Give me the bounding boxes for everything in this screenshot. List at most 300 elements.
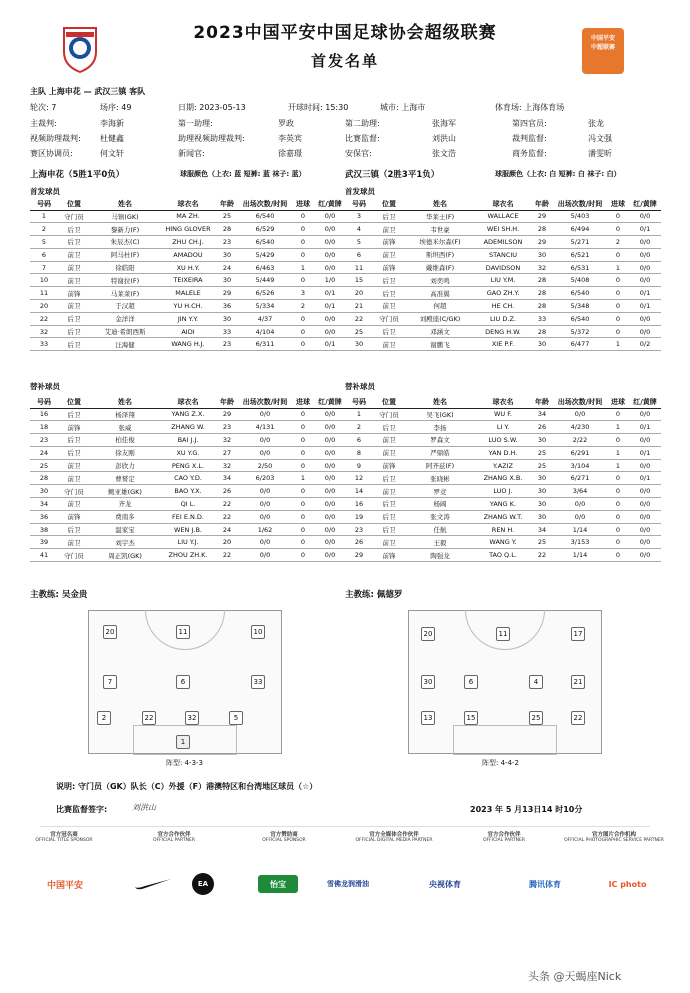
table-cell: HE CH. — [475, 300, 531, 313]
table-cell: 23 — [345, 523, 373, 536]
sponsor-category-title: 官方合作伙伴 — [157, 832, 191, 838]
table-cell: LI Y. — [475, 421, 531, 434]
column-header: 进球 — [292, 199, 314, 210]
table-cell: 0/0 — [314, 325, 346, 338]
table-cell: 黎新力(F) — [90, 223, 160, 236]
table-cell: 6/291 — [553, 446, 607, 459]
table-cell: 29 — [216, 408, 238, 421]
column-header: 球衣名 — [160, 397, 216, 408]
table-cell: 14 — [345, 485, 373, 498]
player-jersey: 11 — [176, 625, 190, 639]
sponsor-pingan-text: 中国平安 — [46, 880, 83, 891]
table-cell: 0/0 — [238, 446, 292, 459]
column-header: 位置 — [58, 397, 90, 408]
table-cell: 0/0 — [314, 536, 346, 549]
table-row — [345, 287, 661, 300]
table-row — [30, 510, 346, 523]
table-cell: 后卫 — [58, 446, 90, 459]
column-header: 号码 — [30, 397, 58, 408]
table-cell: 7 — [30, 261, 58, 274]
table-cell: 后卫 — [373, 498, 405, 511]
table-cell: 0/0 — [629, 434, 661, 447]
player-jersey: 6 — [176, 675, 190, 689]
away-coach-label: 主教练: — [345, 590, 374, 600]
table-cell: LIU Y.M. — [475, 274, 531, 287]
table-cell: 22 — [216, 498, 238, 511]
table-row — [345, 472, 661, 485]
player-jersey: 21 — [571, 675, 585, 689]
official-name: 张文浩 — [432, 149, 456, 158]
away-formation-pitch — [408, 610, 602, 754]
table-cell: 24 — [216, 261, 238, 274]
table-cell: BAO Y.X. — [160, 485, 216, 498]
table-cell: 5/429 — [238, 248, 292, 261]
sponsor-cctv — [410, 872, 480, 896]
sponsor-category — [564, 832, 664, 844]
table-cell: XU Y.G. — [160, 446, 216, 459]
column-header: 姓名 — [90, 199, 160, 210]
table-cell: 邓涵文 — [405, 325, 475, 338]
table-row — [345, 261, 661, 274]
column-header: 位置 — [373, 199, 405, 210]
column-header: 年龄 — [216, 199, 238, 210]
table-cell: 25 — [345, 325, 373, 338]
table-cell: 0/1 — [629, 421, 661, 434]
table-cell: 0/0 — [629, 408, 661, 421]
table-cell: 0 — [292, 408, 314, 421]
table-row — [30, 338, 346, 351]
table-cell: 徐友刚 — [90, 446, 160, 459]
table-cell: 0 — [292, 338, 314, 351]
table-cell: 守门员 — [58, 549, 90, 562]
official-role: 裁判监督: — [512, 134, 547, 143]
table-cell: 周正凯(GK) — [90, 549, 160, 562]
table-cell: 费南多 — [90, 510, 160, 523]
table-row — [30, 549, 346, 562]
table-cell: CAO Y.D. — [160, 472, 216, 485]
player-jersey: 15 — [464, 711, 478, 725]
table-cell: 22 — [216, 510, 238, 523]
table-cell: 29 — [345, 549, 373, 562]
table-cell: 曹赟定 — [90, 472, 160, 485]
table-cell: 何超 — [405, 300, 475, 313]
table-cell: 前锋 — [58, 287, 90, 300]
player-jersey: 22 — [571, 711, 585, 725]
home-starters-table — [30, 199, 346, 351]
official-role: 比赛监督: — [345, 134, 380, 143]
table-cell: LIU Y.J. — [160, 536, 216, 549]
table-cell: 0/0 — [314, 261, 346, 274]
table-cell: 后卫 — [373, 210, 405, 223]
home-coach — [30, 588, 87, 600]
table-cell: 0/0 — [553, 498, 607, 511]
sponsor-category-sub: OFFICIAL PHOTOGRAPHIC SERVICE PARTNER — [564, 838, 664, 843]
table-cell: 5/271 — [553, 236, 607, 249]
table-row — [30, 485, 346, 498]
sponsor-chevron — [318, 872, 378, 896]
table-header-row — [345, 397, 661, 408]
away-kit-colors: 球服颜色（上衣: 白 短裤: 白 袜子: 白） — [495, 170, 621, 178]
table-cell: 前卫 — [373, 300, 405, 313]
table-cell: 25 — [531, 536, 553, 549]
table-cell: 0/0 — [314, 223, 346, 236]
table-cell: 斯坦西(F) — [405, 248, 475, 261]
table-cell: 前卫 — [58, 536, 90, 549]
table-cell: 0/0 — [629, 459, 661, 472]
column-header: 号码 — [345, 397, 373, 408]
table-cell: 2 — [292, 300, 314, 313]
round: 轮次: 7 — [30, 103, 57, 112]
table-cell: 34 — [30, 498, 58, 511]
table-cell: 4/104 — [238, 325, 292, 338]
table-cell: 张晓彬 — [405, 472, 475, 485]
table-cell: 0/0 — [314, 472, 346, 485]
table-cell: 罗森文 — [405, 434, 475, 447]
table-cell: 彭欣力 — [90, 459, 160, 472]
table-cell: 28 — [531, 287, 553, 300]
table-cell: 0 — [292, 236, 314, 249]
table-cell: 33 — [531, 312, 553, 325]
table-cell: 0 — [607, 485, 629, 498]
table-cell: 艾迪·希朗西斯 — [90, 325, 160, 338]
table-cell: 22 — [30, 312, 58, 325]
table-row — [30, 274, 346, 287]
home-team-name: 上海申花（5胜1平0负） — [30, 170, 125, 180]
column-header: 球衣名 — [160, 199, 216, 210]
table-cell: 守门员 — [373, 408, 405, 421]
table-cell: 后卫 — [58, 236, 90, 249]
table-cell: 前卫 — [373, 485, 405, 498]
player-jersey: 5 — [229, 711, 243, 725]
table-cell: 32 — [216, 434, 238, 447]
table-cell: WANG H.J. — [160, 338, 216, 351]
player-jersey: 20 — [103, 625, 117, 639]
table-cell: 12 — [345, 472, 373, 485]
table-cell: YANG K. — [475, 498, 531, 511]
legend-note: 说明: 守门员（GK）队长（C）外援（F）港澳特区和台湾地区球员（☆） — [56, 782, 318, 791]
table-cell: 埃德米尔森(F) — [405, 236, 475, 249]
table-cell: 0 — [607, 274, 629, 287]
table-cell: 0/1 — [314, 300, 346, 313]
table-cell: PENG X.L. — [160, 459, 216, 472]
table-cell: 0 — [292, 446, 314, 459]
home-subs-table — [30, 397, 346, 562]
table-cell: 6/540 — [553, 287, 607, 300]
table-cell: 29 — [531, 236, 553, 249]
away-starters-title: 首发球员 — [345, 187, 375, 196]
table-cell: 6/521 — [553, 248, 607, 261]
table-header-row — [30, 397, 346, 408]
table-row — [30, 459, 346, 472]
table-cell: 金洋洋 — [90, 312, 160, 325]
table-cell: 后卫 — [373, 274, 405, 287]
official-role: 助理视频助理裁判: — [178, 134, 245, 143]
table-cell: 0/0 — [629, 523, 661, 536]
table-cell: 26 — [531, 421, 553, 434]
table-cell: 5 — [345, 236, 373, 249]
table-row — [345, 236, 661, 249]
official-role: 主裁判: — [30, 119, 57, 128]
home-formation-pitch — [88, 610, 282, 754]
table-cell: 0 — [292, 312, 314, 325]
table-cell: 34 — [531, 408, 553, 421]
table-row — [30, 287, 346, 300]
table-cell: 3/64 — [553, 485, 607, 498]
column-header: 出场次数/时间 — [238, 199, 292, 210]
kickoff-time: 开球时间: 15:30 — [288, 103, 349, 112]
table-cell: 25 — [531, 446, 553, 459]
table-cell: 2/50 — [238, 459, 292, 472]
table-cell: 吴飞(GK) — [405, 408, 475, 421]
table-cell: AIDI — [160, 325, 216, 338]
sponsor-yibao — [258, 875, 298, 893]
table-cell: 0/0 — [238, 485, 292, 498]
table-cell: 0/0 — [629, 325, 661, 338]
home-coach-name: 吴金贵 — [61, 590, 88, 600]
table-cell: 8 — [345, 446, 373, 459]
table-cell: 0/0 — [238, 510, 292, 523]
column-header: 出场次数/时间 — [553, 397, 607, 408]
table-row — [345, 325, 661, 338]
table-cell: 6/311 — [238, 338, 292, 351]
table-cell: 后卫 — [58, 223, 90, 236]
sponsor-tencent — [510, 872, 580, 896]
table-cell: 0/0 — [629, 312, 661, 325]
table-cell: 0 — [292, 549, 314, 562]
table-cell: LUO S.W. — [475, 434, 531, 447]
table-cell: 0 — [292, 248, 314, 261]
table-cell: 任航 — [405, 523, 475, 536]
table-cell: 华莱士(F) — [405, 210, 475, 223]
column-header: 红/黄牌 — [629, 397, 661, 408]
table-row — [30, 248, 346, 261]
table-row — [345, 523, 661, 536]
column-header: 年龄 — [216, 397, 238, 408]
table-cell: 0 — [292, 510, 314, 523]
table-row — [345, 312, 661, 325]
table-cell: 0 — [607, 210, 629, 223]
table-cell: 21 — [345, 300, 373, 313]
table-row — [345, 549, 661, 562]
table-row — [30, 523, 346, 536]
home-subs-title: 替补球员 — [30, 382, 60, 391]
table-cell: 杨阔 — [405, 498, 475, 511]
table-cell: 0 — [292, 223, 314, 236]
table-cell: 0/0 — [629, 498, 661, 511]
table-row — [345, 510, 661, 523]
table-cell: 5/408 — [553, 274, 607, 287]
table-cell: 前卫 — [58, 248, 90, 261]
table-cell: 5 — [30, 236, 58, 249]
table-cell: 0/1 — [629, 472, 661, 485]
table-cell: 0/0 — [314, 421, 346, 434]
home-kit-colors: 球服颜色（上衣: 蓝 短裤: 蓝 袜子: 蓝） — [180, 170, 306, 178]
table-cell: 0/0 — [629, 485, 661, 498]
sponsor-category — [14, 832, 114, 844]
table-cell: 刘奕鸣 — [405, 274, 475, 287]
table-cell: 前锋 — [373, 261, 405, 274]
player-jersey: 7 — [103, 675, 117, 689]
table-cell: 26 — [345, 536, 373, 549]
table-cell: WEI SH.H. — [475, 223, 531, 236]
table-cell: 0 — [607, 248, 629, 261]
table-cell: 阿齐兹(F) — [405, 459, 475, 472]
table-row — [30, 536, 346, 549]
column-header: 姓名 — [405, 397, 475, 408]
table-cell: 0 — [607, 549, 629, 562]
table-cell: 34 — [216, 472, 238, 485]
table-cell: 0/0 — [629, 236, 661, 249]
table-cell: 0/0 — [314, 210, 346, 223]
table-cell: 4/37 — [238, 312, 292, 325]
sponsor-category — [344, 832, 444, 844]
sponsor-yibao-text: 怡宝 — [270, 879, 286, 889]
home-formation: 阵型: 4-3-3 — [166, 759, 203, 767]
table-cell: 28 — [30, 472, 58, 485]
table-cell: 3 — [345, 210, 373, 223]
table-cell: 0/0 — [629, 549, 661, 562]
column-header: 进球 — [607, 199, 629, 210]
away-subs-table — [345, 397, 661, 562]
table-cell: XU H.Y. — [160, 261, 216, 274]
table-cell: 0/0 — [553, 510, 607, 523]
table-cell: 4/131 — [238, 421, 292, 434]
table-cell: 16 — [345, 498, 373, 511]
sponsor-icphoto-text: IC photo — [608, 879, 647, 889]
official-name: 张龙 — [588, 119, 604, 128]
table-cell: 32 — [30, 325, 58, 338]
official-name: 杜健鑫 — [100, 134, 124, 143]
table-cell: 2 — [30, 223, 58, 236]
table-cell: 0 — [607, 523, 629, 536]
table-cell: 0/0 — [314, 549, 346, 562]
table-cell: 1/14 — [553, 523, 607, 536]
player-jersey: 17 — [571, 627, 585, 641]
official-role: 第二助理: — [345, 119, 380, 128]
table-cell: JIN Y.Y. — [160, 312, 216, 325]
table-cell: 5/372 — [553, 325, 607, 338]
sponsor-category-title: 官方全媒体合作伙伴 — [369, 832, 419, 838]
table-cell: 0/0 — [314, 485, 346, 498]
table-cell: FEI E.N.D. — [160, 510, 216, 523]
table-cell: XIE P.F. — [475, 338, 531, 351]
table-cell: 前锋 — [373, 236, 405, 249]
table-cell: 25 — [216, 210, 238, 223]
table-cell: 前卫 — [58, 459, 90, 472]
column-header: 进球 — [607, 397, 629, 408]
table-cell: 30 — [345, 338, 373, 351]
table-cell: 0 — [607, 510, 629, 523]
table-cell: 张威 — [90, 421, 160, 434]
table-row — [345, 421, 661, 434]
table-cell: 38 — [30, 523, 58, 536]
table-cell: DAVIDSON — [475, 261, 531, 274]
sponsor-tencent-text: 腾讯体育 — [529, 879, 561, 889]
table-cell: 后卫 — [373, 325, 405, 338]
table-cell: 前卫 — [58, 472, 90, 485]
stadium: 体育场: 上海体育场 — [495, 103, 565, 112]
table-cell: 守门员 — [58, 210, 90, 223]
player-jersey: 30 — [421, 675, 435, 689]
away-starters-table — [345, 199, 661, 351]
sponsor-category-sub: OFFICIAL DIGITAL MEDIA PARTNER — [355, 838, 433, 843]
player-jersey: 1 — [176, 735, 190, 749]
table-cell: 34 — [531, 523, 553, 536]
table-cell: 1 — [607, 338, 629, 351]
table-cell: 守门员 — [58, 485, 90, 498]
table-cell: 张文涛 — [405, 510, 475, 523]
table-cell: 0 — [292, 498, 314, 511]
table-cell: 20 — [345, 287, 373, 300]
table-row — [30, 446, 346, 459]
table-cell: 9 — [345, 459, 373, 472]
table-cell: 0/0 — [629, 248, 661, 261]
player-jersey: 10 — [251, 625, 265, 639]
sponsor-nike — [130, 872, 175, 896]
official-role: 第四官员: — [512, 119, 547, 128]
table-cell: GAO ZH.Y. — [475, 287, 531, 300]
official-role: 安保官: — [345, 149, 372, 158]
sponsor-category — [124, 832, 224, 844]
column-header: 位置 — [58, 199, 90, 210]
table-cell: 0 — [607, 300, 629, 313]
table-row — [30, 210, 346, 223]
table-cell: 0/1 — [629, 300, 661, 313]
table-cell: 5/403 — [553, 210, 607, 223]
table-cell: AMADOU — [160, 248, 216, 261]
sponsor-ea — [190, 872, 216, 896]
official-name: 徐嘉璟 — [278, 149, 302, 158]
table-cell: 0/1 — [629, 223, 661, 236]
table-cell: 27 — [216, 446, 238, 459]
table-header-row — [30, 199, 346, 210]
table-row — [30, 300, 346, 313]
table-cell: WALLACE — [475, 210, 531, 223]
table-cell: QI L. — [160, 498, 216, 511]
table-cell: 0/0 — [629, 536, 661, 549]
table-cell: 后卫 — [58, 312, 90, 325]
table-cell: 6 — [30, 248, 58, 261]
ea-sports-icon: EA — [192, 873, 214, 895]
table-cell: 0 — [292, 210, 314, 223]
table-cell: 柏佳俊 — [90, 434, 160, 447]
table-cell: 0/0 — [238, 498, 292, 511]
table-cell: LUO J. — [475, 485, 531, 498]
table-cell: 后卫 — [58, 408, 90, 421]
table-cell: 6/271 — [553, 472, 607, 485]
sponsor-pingan — [30, 872, 100, 896]
supervisor-label: 比赛监督签字: — [56, 805, 108, 814]
table-row — [345, 248, 661, 261]
table-cell: 前卫 — [373, 446, 405, 459]
table-cell: 3/153 — [553, 536, 607, 549]
divider — [40, 826, 650, 827]
table-cell: 30 — [531, 498, 553, 511]
column-header: 姓名 — [405, 199, 475, 210]
table-cell: 30 — [531, 472, 553, 485]
table-cell: 马莱莱(F) — [90, 287, 160, 300]
table-cell: 19 — [345, 510, 373, 523]
table-cell: 39 — [30, 536, 58, 549]
table-cell: 36 — [216, 300, 238, 313]
table-cell: 后卫 — [58, 434, 90, 447]
table-cell: 5/449 — [238, 274, 292, 287]
official-role: 视频助理裁判: — [30, 134, 81, 143]
table-cell: 0/0 — [314, 523, 346, 536]
csl-logo — [582, 28, 624, 74]
player-jersey: 6 — [464, 675, 478, 689]
table-cell: YAN D.H. — [475, 446, 531, 459]
